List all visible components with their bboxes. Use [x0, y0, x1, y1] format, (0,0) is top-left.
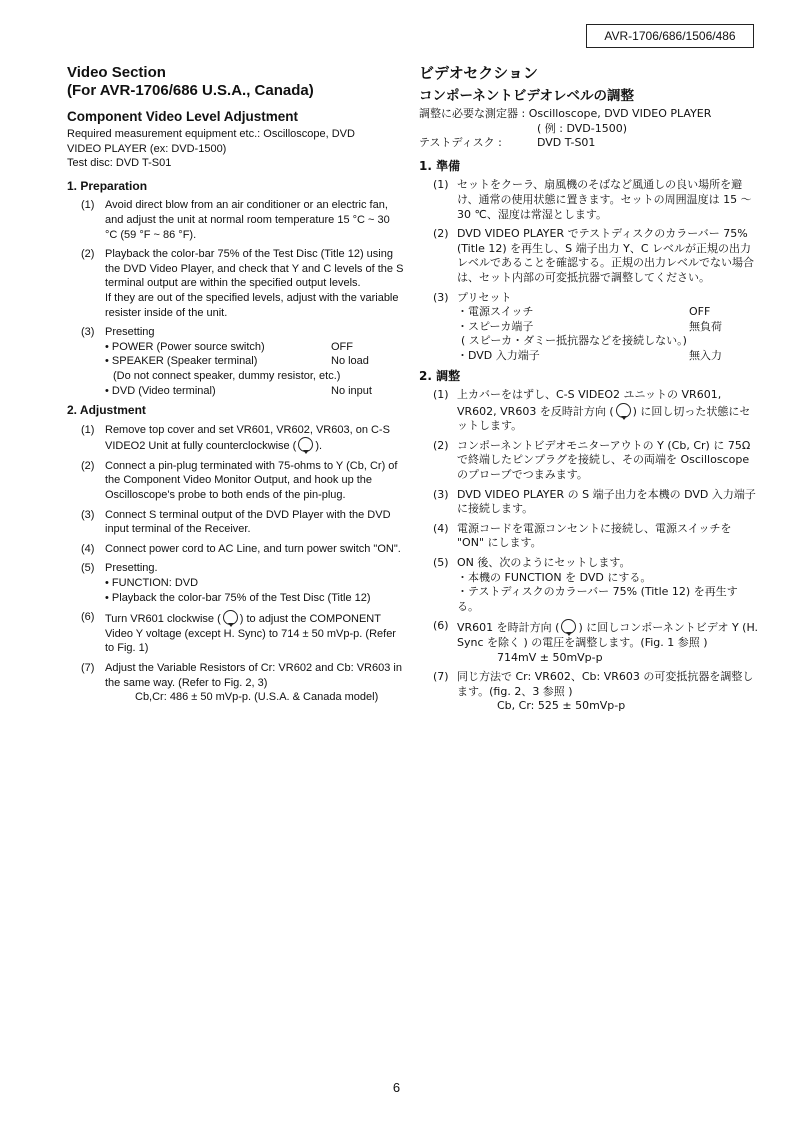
- list-item: [67, 542, 405, 557]
- adjustment-heading: 2. 調整: [419, 368, 461, 383]
- presetting-label: Presetting: [105, 326, 155, 339]
- item-text: [105, 610, 405, 656]
- item-text-part: 上カバーをはずし、C-S VIDEO2 ユニットの VR601, VR602, VR603 を反時計方向 (: [457, 388, 722, 418]
- list-item: [419, 670, 759, 714]
- preset-label: • POWER (Power source switch): [105, 340, 265, 353]
- preparation-heading: 1. Preparation: [67, 178, 148, 193]
- item-text: コンポーネントビデオモニターアウトの Y (Cb, Cr) に 75Ω で終端したピンプラグを接続し、その両端を Oscilloscope のプローブでつまみます。: [457, 438, 751, 482]
- item-text: [105, 661, 405, 705]
- item-text-part: VR601 を時計方向 (: [457, 621, 560, 635]
- item-text: Connect a pin-plug terminated with 75-ohms to Y (Cb, Cr) of the Component Video Monitor Output, and hook up the Oscilloscope's probe to both ends of the pin-plug.: [105, 459, 398, 502]
- item-text: Avoid direct blow from an air conditioner or an electric fan, and adjust the unit at normal room temperature 15 °C ~ 30 °C (59 °F ~ 86 °F).: [105, 199, 390, 241]
- presetting-label: プリセット: [457, 290, 512, 304]
- target-value: Cb,Cr: 486 ± 50 mVp-p. (U.S.A. & Canada model): [135, 691, 379, 704]
- item-text-part: If they are out of the specified levels, adjust with the variable resister inside of the unit.: [105, 291, 399, 319]
- item-number: (4): [81, 542, 95, 555]
- item-text: [105, 561, 405, 605]
- item-number: (3): [433, 487, 449, 501]
- item-number: (2): [433, 227, 449, 241]
- item-number: (6): [433, 619, 449, 633]
- list-item: [67, 459, 405, 503]
- preset-value: 無負荷: [689, 319, 722, 333]
- preset-row: ・本機の FUNCTION を DVD にする。: [457, 570, 652, 584]
- list-item: [67, 423, 405, 454]
- item-number: (5): [81, 562, 95, 575]
- preset-row: [105, 354, 405, 369]
- list-item: [419, 488, 759, 517]
- preset-label: • DVD (Video terminal): [105, 384, 216, 397]
- requirements-line: ( 例 : DVD-1500): [537, 121, 628, 135]
- item-text-part: ) to adjust the COMPONENT Video Y voltage (except H. Sync) to 714 ± 50 mVp-p. (Refer to Fig. 1): [105, 613, 396, 655]
- requirements-line: Required measurement equipment etc.: Oscilloscope, DVD: [67, 128, 355, 140]
- item-text: [105, 325, 405, 398]
- list-item: [67, 561, 405, 605]
- list-item: [419, 388, 759, 434]
- item-text-part: ) に回し切った状態にセットします。: [457, 404, 751, 433]
- requirements-line: VIDEO PLAYER (ex: DVD-1500): [67, 142, 227, 155]
- item-text: [105, 423, 405, 454]
- item-number: (5): [433, 556, 449, 570]
- list-item: [419, 556, 759, 614]
- requirements-value: Oscilloscope, DVD VIDEO PLAYER: [528, 107, 712, 120]
- item-number: (3): [81, 326, 95, 339]
- item-number: (2): [81, 248, 95, 261]
- counterclockwise-icon: [616, 403, 631, 418]
- list-item: [67, 198, 405, 242]
- list-item: [419, 178, 759, 222]
- item-text: [457, 291, 759, 364]
- item-text-part: Adjust the Variable Resistors of Cr: VR602 and Cb: VR603 in the same way. (Refer to Fig. 2, 3): [105, 662, 402, 689]
- target-value: Cb, Cr: 525 ± 50mVp-p: [497, 699, 626, 713]
- item-text-part: Turn VR601 clockwise (: [105, 613, 221, 626]
- item-text: 電源コードを電源コンセントに接続し、電源スイッチを "ON" にします。: [457, 521, 732, 550]
- list-item: [67, 610, 405, 656]
- clockwise-icon: [561, 619, 576, 634]
- counterclockwise-icon: [298, 437, 313, 452]
- item-number: (4): [433, 521, 449, 535]
- item-number: (2): [433, 438, 449, 452]
- preset-value: OFF: [331, 340, 353, 353]
- requirements-label: 調整に必要な測定器 :: [419, 107, 529, 120]
- preset-value: OFF: [689, 305, 711, 319]
- preset-row: • Playback the color-bar 75% of the Test Disc (Title 12): [105, 591, 371, 604]
- page-number: 6: [392, 1080, 401, 1095]
- japanese-column: [419, 64, 759, 719]
- item-text: DVD VIDEO PLAYER の S 端子出力を本機の DVD 入力端子に接続します。: [457, 487, 756, 516]
- item-number: (2): [81, 459, 95, 472]
- item-number: (7): [433, 670, 449, 684]
- preset-row: [105, 384, 405, 399]
- subsection-title: Component Video Level Adjustment: [67, 109, 299, 124]
- preset-row: [457, 349, 759, 364]
- preset-note: ( スピーカ・ダミー抵抗器などを接続しない。): [461, 334, 687, 348]
- preset-label: • SPEAKER (Speaker terminal): [105, 355, 258, 368]
- item-text: [457, 388, 759, 434]
- item-text: DVD VIDEO PLAYER でテストディスクのカラーバー 75% (Title 12) を再生し、S 端子出力 Y、C レベルが正規の出力レベルであることを確認する。正規の出力レベルでない場合は、セット内部の可変抵抗器で調整してください。: [457, 227, 754, 284]
- preset-row: • FUNCTION: DVD: [105, 577, 199, 590]
- item-text-part: Playback the color-bar 75% of the Test Disc (Title 12) using the DVD Video Player, and check that Y and C levels of the S terminal output are within the specified output levels.: [105, 248, 404, 290]
- preset-value: No input: [331, 384, 372, 397]
- item-number: (1): [433, 388, 449, 402]
- requirements-line: [419, 107, 759, 122]
- item-number: (7): [81, 662, 95, 674]
- adjustment-heading: 2. Adjustment: [67, 403, 146, 418]
- list-item: [419, 227, 759, 285]
- preset-value: 無入力: [689, 348, 722, 362]
- target-value: 714mV ± 50mVp-p: [497, 650, 603, 664]
- item-number: (1): [433, 178, 449, 192]
- item-number: (1): [81, 423, 95, 436]
- preset-note: (Do not connect speaker, dummy resistor, etc.): [113, 369, 341, 382]
- list-item: [419, 439, 759, 483]
- item-number: (3): [433, 290, 449, 304]
- clockwise-icon: [223, 610, 238, 625]
- preset-row: [105, 340, 405, 355]
- model-number-box: AVR-1706/686/1506/486: [586, 24, 754, 48]
- preset-label: ・スピーカ端子: [457, 319, 534, 333]
- item-number: (6): [81, 611, 95, 624]
- test-disc-line: [419, 136, 759, 151]
- section-title: Video Section: [67, 64, 166, 81]
- item-number: (1): [81, 199, 95, 212]
- test-disc-label: テストディスク :: [419, 136, 502, 150]
- item-text-part: ) に回しコンポーネントビデオ Y (H. Sync を除く ) の電圧を調整します。(Fig. 1 参照 ): [457, 621, 759, 649]
- list-item: [419, 522, 759, 551]
- preset-row: [457, 305, 759, 320]
- item-text: [105, 247, 405, 320]
- preset-value: No load: [331, 355, 369, 368]
- subsection-title: コンポーネントビデオレベルの調整: [419, 88, 635, 104]
- item-text: Connect S terminal output of the DVD Player with the DVD input terminal of the Receiver.: [105, 508, 391, 536]
- item-text-part: ).: [315, 440, 323, 453]
- preset-label: ・DVD 入力端子: [457, 348, 540, 362]
- english-column: [67, 64, 405, 710]
- list-item: [419, 291, 759, 364]
- presetting-label: Presetting.: [105, 562, 158, 575]
- item-text-part: 同じ方法で Cr: VR602、Cb: VR603 の可変抵抗器を調整します。(fig. 2、3 参照 ): [457, 670, 754, 698]
- section-title-region: (For AVR-1706/686 U.S.A., Canada): [67, 82, 314, 99]
- list-item: [67, 247, 405, 320]
- preset-row: ・テストディスクのカラーバー 75% (Title 12) を再生する。: [457, 585, 738, 613]
- list-item: [67, 661, 405, 705]
- item-text-part: Remove top cover and set VR601, VR602, VR603, on C-S VIDEO2 Unit at fully counterclockwise (: [105, 423, 390, 453]
- preset-row: [457, 320, 759, 335]
- section-title: ビデオセクション: [419, 64, 538, 82]
- preset-label: ・電源スイッチ: [457, 305, 534, 319]
- list-item: [419, 619, 759, 665]
- item-text: [457, 619, 759, 665]
- item-text: Connect power cord to AC Line, and turn power switch "ON".: [105, 542, 401, 555]
- list-item: [67, 508, 405, 537]
- list-item: [67, 325, 405, 398]
- presetting-label: ON 後、次のようにセットします。: [457, 556, 631, 570]
- item-text: セットをクーラ、扇風機のそばなど風通しの良い場所を避け、通常の使用状態に置きます。セットの周囲温度は 15 ～ 30 ℃、湿度は常湿とします。: [457, 178, 752, 221]
- item-text: [457, 670, 759, 714]
- preparation-heading: 1. 準備: [419, 158, 461, 173]
- test-disc-line: Test disc: DVD T-S01: [67, 157, 172, 170]
- item-number: (3): [81, 508, 95, 521]
- item-text: [457, 556, 759, 614]
- test-disc-value: DVD T-S01: [537, 136, 596, 150]
